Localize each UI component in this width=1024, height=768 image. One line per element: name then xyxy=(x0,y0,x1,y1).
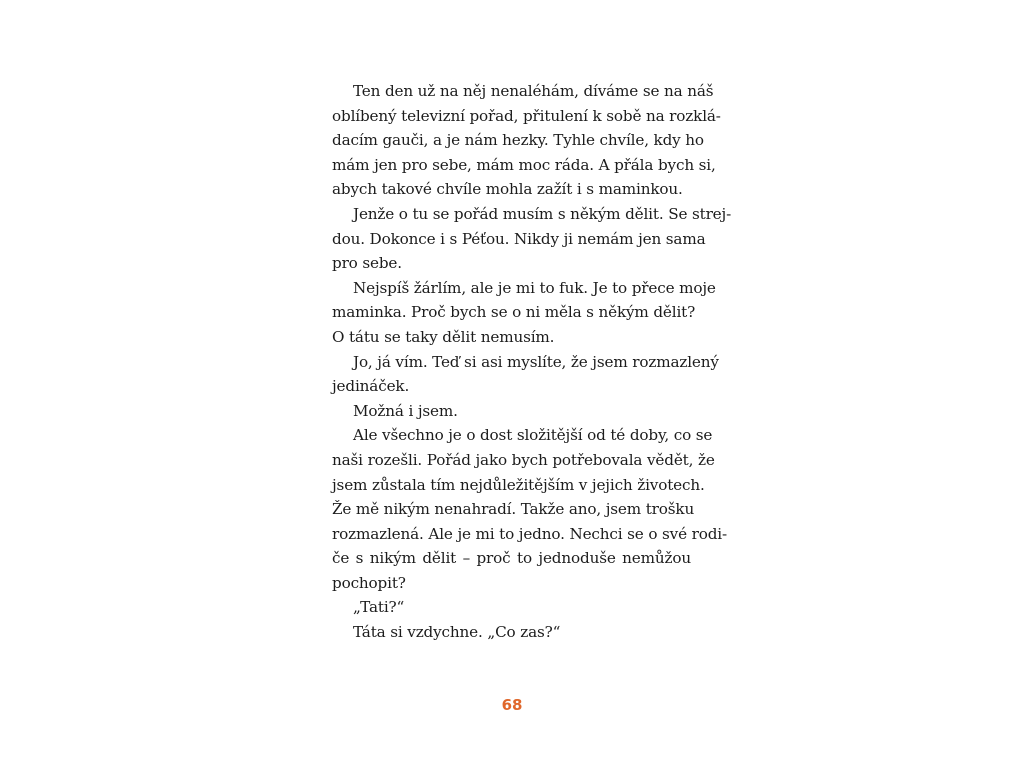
text-line: naši rozešli. Pořád jako bych potřebovala vědět, že xyxy=(332,450,715,469)
text-line: Že mě nikým nenahradí. Takže ano, jsem trošku xyxy=(332,500,695,519)
text-line: maminka. Proč bych se o ni měla s někým dělit? xyxy=(332,303,696,322)
text-line: dacím gauči, a je nám hezky. Tyhle chvíle, kdy ho xyxy=(332,131,704,150)
text-line: rozmazlená. Ale je mi to jedno. Nechci se o své rodi- xyxy=(332,524,727,543)
text-line: pro sebe. xyxy=(332,254,402,273)
text-line: oblíbený televizní pořad, přitulení k sobě na rozklá- xyxy=(332,106,721,125)
text-line: Možná i jsem. xyxy=(353,401,458,420)
text-line: pochopit? xyxy=(332,573,406,592)
text-line: Nejspíš žárlím, ale je mi to fuk. Je to přece moje xyxy=(353,278,716,297)
text-line: O tátu se taky dělit nemusím. xyxy=(332,327,555,346)
text-line: Jo, já vím. Teď si asi myslíte, že jsem rozmazlený xyxy=(353,352,719,371)
text-line: Ten den už na něj nenaléhám, díváme se na náš xyxy=(353,82,714,100)
body-text xyxy=(332,79,732,645)
text-line: abych takové chvíle mohla zažít i s maminkou. xyxy=(332,180,683,199)
text-line: jsem zůstala tím nejdůležitějším v jejich životech. xyxy=(332,475,705,494)
text-line: „Tati?“ xyxy=(353,598,405,617)
text-line: jedináček. xyxy=(332,377,410,396)
page-number: 68 xyxy=(501,696,523,714)
text-line: če s nikým dělit – proč to jednoduše nemůžou xyxy=(332,549,691,568)
text-line: mám jen pro sebe, mám moc ráda. A přála bych si, xyxy=(332,155,716,174)
text-line: Jenže o tu se pořád musím s někým dělit. Se strej- xyxy=(353,204,732,223)
text-line: Táta si vzdychne. „Co zas?“ xyxy=(353,623,561,642)
text-line: Ale všechno je o dost složitější od té doby, co se xyxy=(353,426,713,445)
text-line: dou. Dokonce i s Péťou. Nikdy ji nemám jen sama xyxy=(332,229,706,248)
